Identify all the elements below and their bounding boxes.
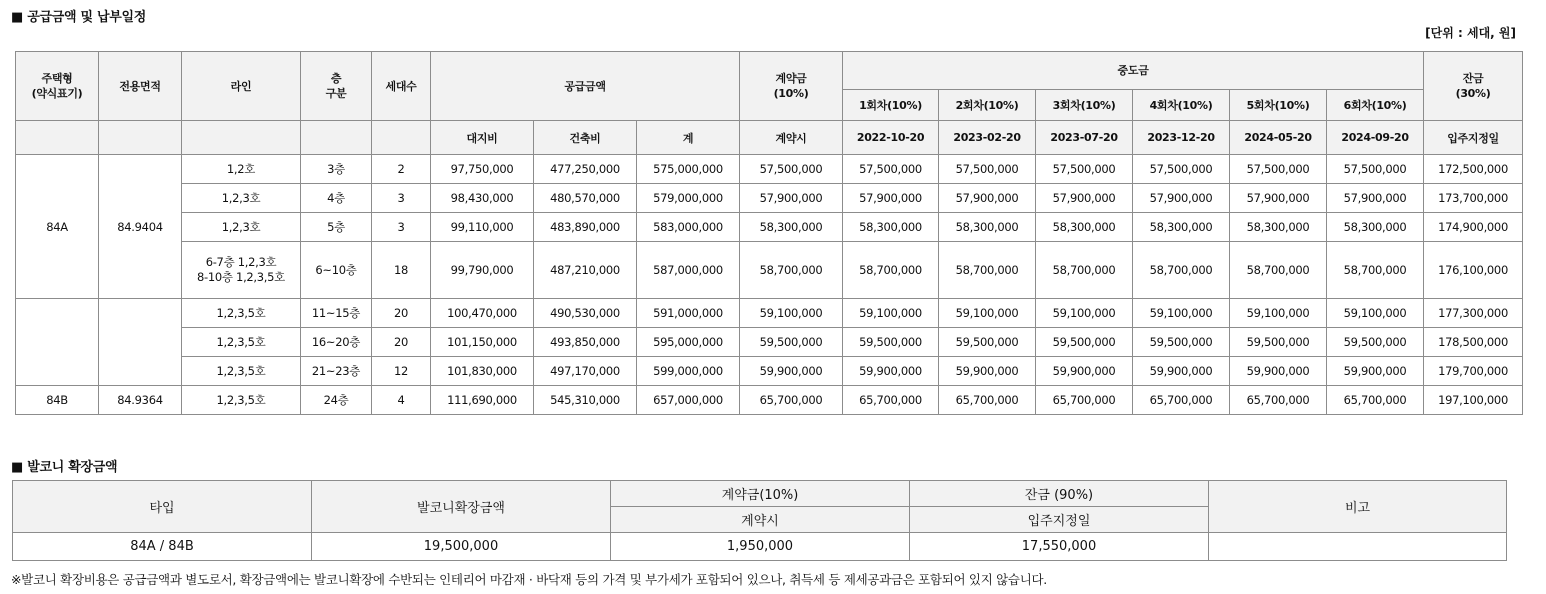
total-cell: 591,000,000	[637, 299, 740, 328]
mid-cell: 65,700,000	[1230, 386, 1327, 415]
mid-cell: 59,900,000	[1327, 357, 1424, 386]
mid-cell: 58,700,000	[1133, 242, 1230, 299]
balance-cell: 17,550,000	[910, 533, 1209, 561]
units-cell: 18	[372, 242, 431, 299]
line-cell: 1,2,3호	[182, 213, 301, 242]
mid-cell: 59,500,000	[1230, 328, 1327, 357]
total-cell: 583,000,000	[637, 213, 740, 242]
table-row	[16, 242, 1523, 299]
units-cell: 2	[372, 155, 431, 184]
total-cell: 579,000,000	[637, 184, 740, 213]
header-area: 전용면적	[99, 52, 182, 121]
header-blank	[372, 121, 431, 155]
header-installment: 3회차(10%)	[1036, 89, 1133, 120]
header-house-type: 주택형 (약식표기)	[16, 52, 99, 121]
header-date: 2024-05-20	[1230, 121, 1327, 155]
total-cell: 595,000,000	[637, 328, 740, 357]
units-cell: 3	[372, 184, 431, 213]
land-cell: 101,830,000	[431, 357, 534, 386]
mid-cell: 58,700,000	[1327, 242, 1424, 299]
deposit-cell: 59,900,000	[740, 357, 843, 386]
mid-cell: 59,100,000	[1230, 299, 1327, 328]
line-cell: 1,2,3,5호	[182, 357, 301, 386]
mid-cell: 59,100,000	[1036, 299, 1133, 328]
header-installment: 4회차(10%)	[1133, 89, 1230, 120]
mid-cell: 65,700,000	[1327, 386, 1424, 415]
mid-cell: 58,700,000	[1036, 242, 1133, 299]
units-cell: 20	[372, 328, 431, 357]
balance-cell: 197,100,000	[1424, 386, 1523, 415]
table-row	[16, 213, 1523, 242]
units-cell: 20	[372, 299, 431, 328]
mid-cell: 57,900,000	[1327, 184, 1424, 213]
unit-label: [단위 : 세대, 원]	[1425, 26, 1516, 40]
building-cell: 483,890,000	[534, 213, 637, 242]
remark-cell	[1209, 533, 1507, 561]
header-units: 세대수	[372, 52, 431, 121]
table-row	[16, 299, 1523, 328]
mid-cell: 59,900,000	[843, 357, 939, 386]
mid-cell: 59,500,000	[939, 328, 1036, 357]
building-cell: 493,850,000	[534, 328, 637, 357]
mid-cell: 57,900,000	[1036, 184, 1133, 213]
mid-cell: 57,900,000	[939, 184, 1036, 213]
area-cell: 84.9404	[99, 155, 182, 299]
header-line: 라인	[182, 52, 301, 121]
header-date: 2024-09-20	[1327, 121, 1424, 155]
header-installment: 6회차(10%)	[1327, 89, 1424, 120]
total-cell: 599,000,000	[637, 357, 740, 386]
floor-cell: 16~20층	[301, 328, 372, 357]
total-cell: 575,000,000	[637, 155, 740, 184]
header-balance: 잔금 (90%)	[910, 481, 1209, 507]
header-floor: 층 구분	[301, 52, 372, 121]
mid-cell: 58,700,000	[1230, 242, 1327, 299]
header-deposit-when: 계약시	[611, 507, 910, 533]
mid-cell: 58,300,000	[1327, 213, 1424, 242]
building-cell: 480,570,000	[534, 184, 637, 213]
header-date: 2022-10-20	[843, 121, 939, 155]
header-balance-when: 입주지정일	[910, 507, 1209, 533]
land-cell: 99,110,000	[431, 213, 534, 242]
area-cell: 84.9364	[99, 386, 182, 415]
mid-cell: 58,300,000	[1230, 213, 1327, 242]
mid-cell: 59,500,000	[1327, 328, 1424, 357]
table-row	[16, 328, 1523, 357]
deposit-cell: 57,900,000	[740, 184, 843, 213]
land-cell: 99,790,000	[431, 242, 534, 299]
house-type-cell: 84A	[16, 155, 99, 299]
header-blank	[301, 121, 372, 155]
land-cell: 98,430,000	[431, 184, 534, 213]
balance-cell: 172,500,000	[1424, 155, 1523, 184]
line-cell: 1,2,3,5호	[182, 386, 301, 415]
land-cell: 111,690,000	[431, 386, 534, 415]
line-cell: 1,2,3,5호	[182, 328, 301, 357]
mid-cell: 57,900,000	[1133, 184, 1230, 213]
total-cell: 587,000,000	[637, 242, 740, 299]
header-land: 대지비	[431, 121, 534, 155]
supply-price-table	[15, 51, 1523, 415]
table-row	[16, 155, 1523, 184]
land-cell: 100,470,000	[431, 299, 534, 328]
mid-cell: 59,500,000	[843, 328, 939, 357]
table-row	[13, 533, 1507, 561]
mid-cell: 57,900,000	[843, 184, 939, 213]
mid-cell: 57,500,000	[1133, 155, 1230, 184]
balance-cell: 177,300,000	[1424, 299, 1523, 328]
units-cell: 3	[372, 213, 431, 242]
line-cell: 1,2,3,5호	[182, 299, 301, 328]
deposit-cell: 1,950,000	[611, 533, 910, 561]
mid-cell: 59,100,000	[1327, 299, 1424, 328]
header-blank	[182, 121, 301, 155]
mid-cell: 65,700,000	[1036, 386, 1133, 415]
mid-cell: 57,500,000	[1036, 155, 1133, 184]
type-cell: 84A / 84B	[13, 533, 312, 561]
mid-cell: 57,900,000	[1230, 184, 1327, 213]
building-cell: 487,210,000	[534, 242, 637, 299]
floor-cell: 4층	[301, 184, 372, 213]
mid-cell: 65,700,000	[1133, 386, 1230, 415]
header-deposit: 계약금(10%)	[611, 481, 910, 507]
floor-cell: 3층	[301, 155, 372, 184]
header-supply-amount: 공급금액	[431, 52, 740, 121]
area-cell	[99, 299, 182, 386]
units-cell: 12	[372, 357, 431, 386]
mid-cell: 57,500,000	[843, 155, 939, 184]
supply-section-title: ■ 공급금액 및 납부일정	[11, 10, 146, 25]
header-date: 2023-07-20	[1036, 121, 1133, 155]
floor-cell: 6~10층	[301, 242, 372, 299]
balance-cell: 178,500,000	[1424, 328, 1523, 357]
deposit-cell: 65,700,000	[740, 386, 843, 415]
mid-cell: 59,900,000	[1036, 357, 1133, 386]
deposit-cell: 57,500,000	[740, 155, 843, 184]
header-installment: 5회차(10%)	[1230, 89, 1327, 120]
mid-cell: 59,100,000	[843, 299, 939, 328]
header-date: 2023-12-20	[1133, 121, 1230, 155]
mid-cell: 59,100,000	[1133, 299, 1230, 328]
mid-cell: 59,500,000	[1133, 328, 1230, 357]
floor-cell: 11~15층	[301, 299, 372, 328]
line-cell: 1,2,3호	[182, 184, 301, 213]
mid-cell: 59,900,000	[1230, 357, 1327, 386]
deposit-cell: 59,100,000	[740, 299, 843, 328]
header-balance-when: 입주지정일	[1424, 121, 1523, 155]
land-cell: 101,150,000	[431, 328, 534, 357]
header-total: 계	[637, 121, 740, 155]
header-installment: 2회차(10%)	[939, 89, 1036, 120]
mid-cell: 57,500,000	[939, 155, 1036, 184]
land-cell: 97,750,000	[431, 155, 534, 184]
mid-cell: 58,700,000	[939, 242, 1036, 299]
line-cell: 6-7층 1,2,3호 8-10층 1,2,3,5호	[182, 242, 301, 299]
mid-cell: 58,300,000	[1036, 213, 1133, 242]
mid-cell: 65,700,000	[843, 386, 939, 415]
building-cell: 477,250,000	[534, 155, 637, 184]
header-balance: 잔금 (30%)	[1424, 52, 1523, 121]
house-type-cell: 84B	[16, 386, 99, 415]
building-cell: 490,530,000	[534, 299, 637, 328]
mid-cell: 58,700,000	[843, 242, 939, 299]
building-cell: 545,310,000	[534, 386, 637, 415]
floor-cell: 21~23층	[301, 357, 372, 386]
deposit-cell: 58,700,000	[740, 242, 843, 299]
mid-cell: 58,300,000	[939, 213, 1036, 242]
header-date: 2023-02-20	[939, 121, 1036, 155]
mid-cell: 58,300,000	[843, 213, 939, 242]
header-type: 타입	[13, 481, 312, 533]
header-deposit: 계약금 (10%)	[740, 52, 843, 121]
mid-cell: 58,300,000	[1133, 213, 1230, 242]
header-middle-payment: 중도금	[843, 52, 1424, 90]
header-blank	[16, 121, 99, 155]
floor-cell: 5층	[301, 213, 372, 242]
total-cell: 657,000,000	[637, 386, 740, 415]
mid-cell: 57,500,000	[1327, 155, 1424, 184]
mid-cell: 59,900,000	[939, 357, 1036, 386]
mid-cell: 59,100,000	[939, 299, 1036, 328]
deposit-cell: 58,300,000	[740, 213, 843, 242]
mid-cell: 65,700,000	[939, 386, 1036, 415]
house-type-cell	[16, 299, 99, 386]
balcony-price-table	[12, 480, 1507, 561]
mid-cell: 59,500,000	[1036, 328, 1133, 357]
header-building: 건축비	[534, 121, 637, 155]
floor-cell: 24층	[301, 386, 372, 415]
header-blank	[99, 121, 182, 155]
table-row	[16, 184, 1523, 213]
balance-cell: 173,700,000	[1424, 184, 1523, 213]
header-balcony-amount: 발코니확장금액	[312, 481, 611, 533]
table-row	[16, 357, 1523, 386]
header-remark: 비고	[1209, 481, 1507, 533]
building-cell: 497,170,000	[534, 357, 637, 386]
header-deposit-when: 계약시	[740, 121, 843, 155]
units-cell: 4	[372, 386, 431, 415]
table-row	[16, 386, 1523, 415]
mid-cell: 59,900,000	[1133, 357, 1230, 386]
header-installment: 1회차(10%)	[843, 89, 939, 120]
balcony-section-title: ■ 발코니 확장금액	[11, 460, 118, 475]
mid-cell: 57,500,000	[1230, 155, 1327, 184]
line-cell: 1,2호	[182, 155, 301, 184]
balance-cell: 176,100,000	[1424, 242, 1523, 299]
balcony-note: ※발코니 확장비용은 공급금액과 별도로서, 확장금액에는 발코니확장에 수반되는 인테리어 마감재 · 바닥재 등의 가격 및 부가세가 포함되어 있으나, 취득세 등 제세공과금은 포함되어 있지 않습니다.	[11, 572, 1047, 587]
balance-cell: 174,900,000	[1424, 213, 1523, 242]
amount-cell: 19,500,000	[312, 533, 611, 561]
deposit-cell: 59,500,000	[740, 328, 843, 357]
balance-cell: 179,700,000	[1424, 357, 1523, 386]
